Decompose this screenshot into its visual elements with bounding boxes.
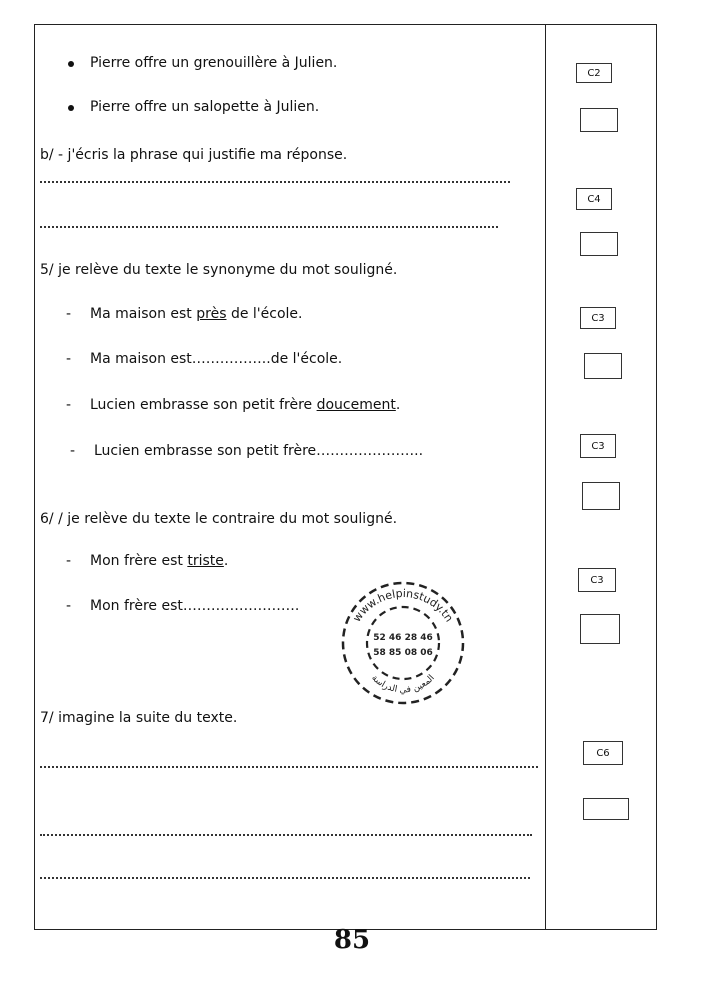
underlined-word: près: [196, 306, 227, 322]
underlined-word: triste: [187, 553, 224, 569]
score-box: [584, 353, 622, 379]
answer-line: [40, 226, 498, 228]
sentence-start: Lucien embrasse son petit frère: [90, 397, 317, 413]
sentence-start: Ma maison est: [90, 306, 197, 322]
criterion-label: C4: [576, 188, 612, 210]
criteria-column-divider: [545, 24, 546, 930]
q6-sentence-1: [90, 552, 228, 570]
answer-option-2: Pierre offre un salopette à Julien.: [90, 99, 320, 115]
stamp-inner-ring: [367, 607, 439, 679]
score-box: [580, 232, 618, 256]
q5-sentence-3: [90, 396, 400, 414]
q5-sentence-1: [90, 305, 302, 323]
criterion-label: C3: [578, 568, 616, 592]
q5-sentence-4: - Lucien embrasse son petit frère…………………..: [94, 442, 423, 460]
page-number: 85: [333, 925, 371, 955]
watermark-stamp: [338, 578, 468, 708]
stamp-site: www.helpinstudy.tn: [350, 586, 456, 625]
sentence-start: Mon frère est: [90, 553, 188, 569]
criterion-label: C3: [580, 307, 616, 329]
score-box: [580, 108, 618, 132]
answer-line: [40, 181, 510, 183]
q6-sentence-2: - Mon frère est…………………….: [90, 597, 299, 615]
criterion-label: C6: [583, 741, 623, 765]
underlined-word: doucement: [316, 397, 396, 413]
score-box: [580, 614, 620, 644]
question-6: 6/ / je relève du texte le contraire du mot souligné.: [40, 511, 398, 527]
answer-line: [40, 766, 538, 768]
score-box: [583, 798, 629, 820]
sentence-end: de l'école.: [226, 306, 303, 322]
question-b: b/ - j'écris la phrase qui justifie ma réponse.: [40, 147, 348, 163]
q5-sentence-2: - Ma maison est……………..de l'école.: [90, 350, 342, 368]
criterion-label: C3: [580, 434, 616, 458]
question-5: 5/ je relève du texte le synonyme du mot souligné.: [40, 262, 398, 278]
stamp-phone-2: 58 85 08 06: [373, 648, 433, 658]
score-box: [582, 482, 620, 510]
answer-option-1: Pierre offre un grenouillère à Julien.: [90, 55, 338, 71]
sentence-end: .: [223, 553, 229, 569]
stamp-phone-1: 52 46 28 46: [373, 633, 433, 643]
stamp-outer-ring: [343, 583, 463, 703]
question-7: 7/ imagine la suite du texte.: [40, 710, 238, 726]
sentence-end: .: [395, 397, 401, 413]
criterion-label: C2: [576, 63, 612, 83]
answer-line: [40, 834, 532, 836]
answer-line: [40, 877, 530, 879]
stamp-arabic-text: المعين في الدراسة: [369, 673, 437, 696]
